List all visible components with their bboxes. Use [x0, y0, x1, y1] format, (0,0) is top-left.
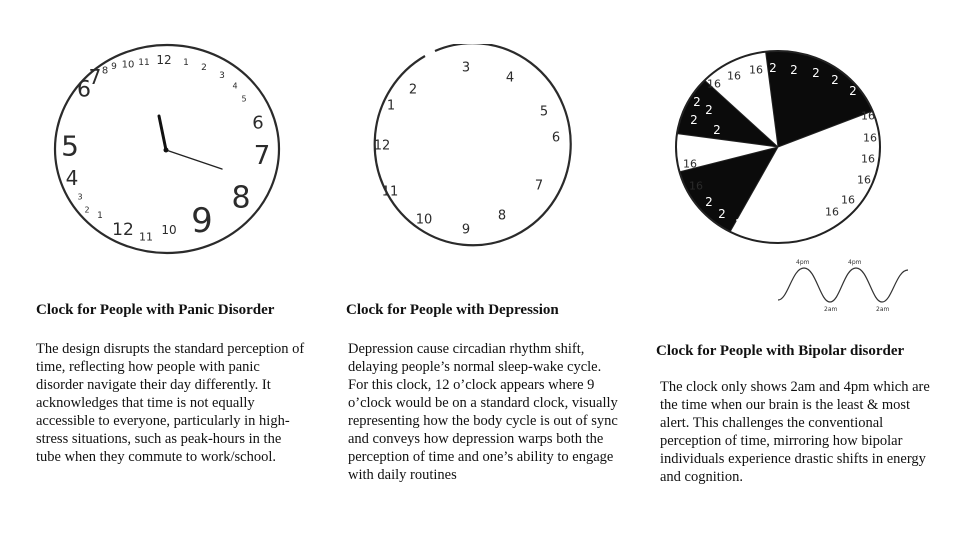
depression-clock-number: 12	[373, 138, 391, 154]
bipolar-label-2am: 2	[713, 123, 721, 137]
depression-clock-number: 6	[551, 130, 561, 146]
wave-label-4pm-2: 4pm	[848, 259, 862, 266]
depression-clock-number: 3	[461, 60, 471, 76]
depression-clock-number: 2	[408, 82, 418, 98]
panic-clock-number: 10	[161, 223, 177, 237]
bipolar-label-4pm: 16	[707, 77, 721, 91]
depression-clock-number: 10	[415, 212, 433, 228]
bipolar-label-4pm: 16	[727, 69, 741, 83]
panic-clock-number: 10	[121, 59, 135, 71]
panic-clock-number: 6	[252, 112, 264, 134]
panic-clock-number: 5	[61, 129, 79, 163]
bipolar-label-2am: 2	[755, 226, 763, 240]
panic-clock-number: 5	[241, 94, 247, 104]
panic-clock-number: 8	[101, 65, 109, 77]
depression-clock-number: 7	[534, 178, 544, 194]
wave-label-2am-1: 2am	[824, 306, 838, 313]
panic-clock-number: 2	[84, 205, 90, 215]
panic-clock-number: 1	[97, 211, 103, 221]
panic-clock-number: 12	[112, 220, 134, 240]
depression-clock-number: 8	[497, 208, 507, 224]
bipolar-label-2am: 2	[690, 113, 698, 127]
panic-clock-number: 3	[77, 192, 83, 202]
bipolar-label-4pm: 16	[861, 109, 875, 123]
wave-label-4pm-1: 4pm	[796, 259, 810, 266]
depression-clock-number: 5	[539, 104, 549, 120]
depression-clock-number: 11	[381, 184, 399, 200]
wave-label-2am-2: 2am	[876, 306, 890, 313]
panic-clock-number: 7	[253, 141, 271, 171]
bipolar-label-4pm: 16	[825, 205, 839, 219]
bipolar-label-2am: 2	[831, 73, 839, 87]
bipolar-label-2am: 2	[769, 61, 777, 75]
bipolar-label-2am: 2	[705, 103, 713, 117]
bipolar-clock	[672, 40, 894, 258]
bipolar-description: The clock only shows 2am and 4pm which are the time when our brain is the least & most alert. This challenges the conventional perception of time, mirroring how bipolar individuals experience drastic shifts in energy and cognition.	[660, 379, 930, 485]
bipolar-label-2am: 2	[735, 217, 743, 231]
depression-description: Depression cause circadian rhythm shift, delaying people’s normal sleep-wake cycle. For this clock, 12 o’clock appears where 9 o’clock would be on a standard clock, visually representing how the body cycle is out of sync and conveys how depression warps both the perception of time and one’s ability to engage with daily routines	[348, 341, 618, 483]
panic-clock-number: 11	[138, 58, 150, 68]
bipolar-label-4pm: 16	[857, 173, 871, 187]
panic-clock-number: 8	[231, 180, 251, 216]
depression-clock-number: 4	[505, 70, 515, 86]
panic-clock-number: 11	[139, 230, 153, 244]
depression-clock	[358, 44, 576, 256]
panic-heading: Clock for People with Panic Disorder	[36, 302, 275, 318]
panic-clock-number: 9	[111, 62, 117, 72]
bipolar-label-2am: 2	[705, 195, 713, 209]
bipolar-label-2am: 2	[812, 66, 820, 80]
bipolar-label-4pm: 16	[861, 152, 875, 166]
bipolar-label-4pm: 16	[863, 131, 877, 145]
panic-clock-number: 9	[191, 201, 213, 241]
depression-heading: Clock for People with Depression	[346, 302, 559, 318]
panic-clock-number: 2	[201, 63, 207, 73]
depression-clock-face	[375, 44, 571, 245]
bipolar-label-2am: 2	[790, 63, 798, 77]
energy-wave-line	[778, 268, 908, 302]
panic-clock-number: 1	[183, 58, 189, 68]
depression-clock-number: 9	[461, 222, 471, 238]
panic-clock-center-dot	[164, 148, 169, 153]
panic-clock-minute-hand	[166, 150, 222, 169]
panic-clock-number: 4	[232, 81, 238, 91]
panic-clock-number: 6	[77, 77, 91, 103]
depression-clock-number: 1	[386, 98, 396, 114]
bipolar-heading: Clock for People with Bipolar disorder	[656, 343, 905, 359]
bipolar-label-2am: 2	[718, 207, 726, 221]
panic-clock-number: 4	[65, 166, 79, 190]
depression-clock-numbers	[374, 61, 560, 238]
bipolar-label-4pm: 16	[689, 179, 703, 193]
bipolar-label-2am: 2	[796, 217, 804, 231]
bipolar-label-4pm: 16	[683, 157, 697, 171]
bipolar-energy-wave	[774, 256, 914, 314]
panic-disorder-clock	[48, 38, 288, 262]
panic-description: The design disrupts the standard perception of time, reflecting how people with panic disorder navigate their day differently. It acknowledges that time is not equally accessible to everyone, particularly in high-stress situations, such as peak-hours in the tube when they commute to work/school.	[36, 341, 305, 465]
bipolar-label-4pm: 16	[749, 63, 763, 77]
bipolar-label-2am: 2	[693, 95, 701, 109]
bipolar-label-4pm: 16	[841, 193, 855, 207]
panic-clock-hour-hand	[159, 116, 166, 150]
panic-clock-number: 3	[219, 71, 225, 81]
bipolar-label-2am: 2	[813, 211, 821, 225]
bipolar-label-2am: 2	[779, 222, 787, 236]
panic-clock-number: 12	[156, 53, 172, 67]
bipolar-label-2am: 2	[849, 84, 857, 98]
panic-clock-number: 7	[88, 65, 102, 89]
